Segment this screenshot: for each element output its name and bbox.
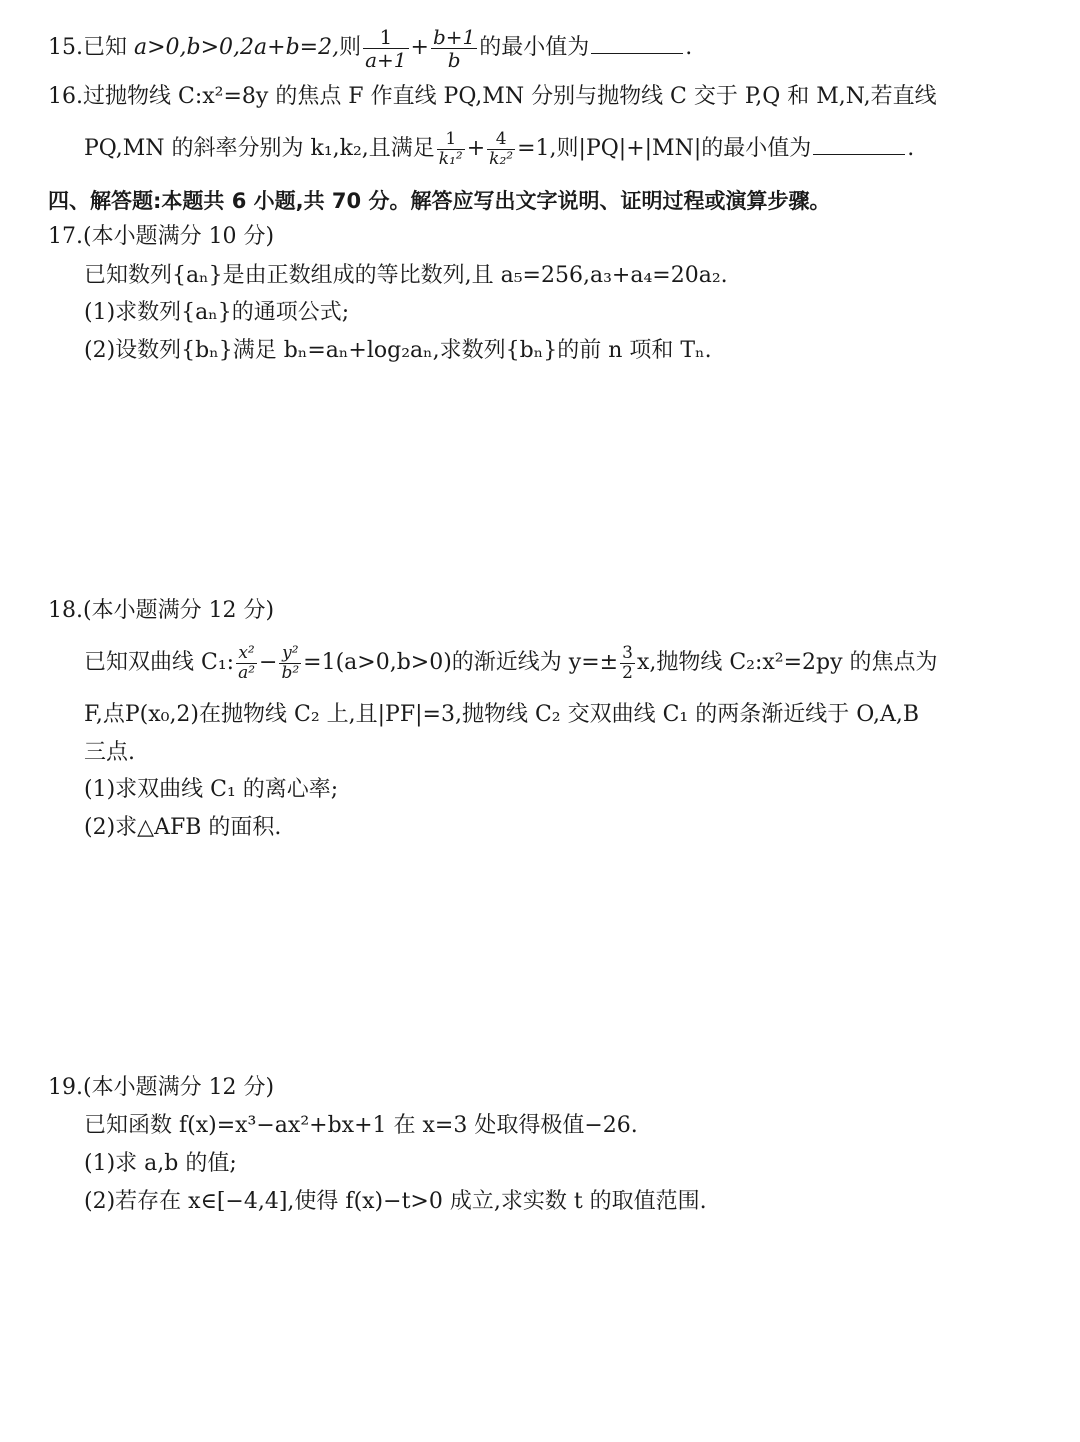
q15-fraction-2 [431, 24, 477, 72]
q16-answer-blank[interactable] [813, 132, 905, 155]
q18-fx-numerator: x² [236, 645, 257, 664]
section-4-heading: 四、解答题:本题共 6 小题,共 70 分。解答应写出文字说明、证明过程或演算步骤。 [48, 189, 831, 213]
q19-part-1: (1)求 a,b 的值; [84, 1151, 237, 1176]
q17-part-2: (2)设数列{bₙ}满足 bₙ=aₙ+log₂aₙ,求数列{bₙ}的前 n 项和 Tₙ. [84, 338, 712, 363]
question-16-line-1 [48, 82, 937, 112]
q18-stem-a: 已知双曲线 C₁: [84, 650, 235, 675]
q18-fy-numerator: y² [279, 645, 301, 664]
q18-part-2: (2)求△AFB 的面积. [84, 815, 282, 840]
q16-number: 16. [48, 84, 83, 109]
q16-line-1-text: 过抛物线 C:x²=8y 的焦点 F 作直线 PQ,MN 分别与抛物线 C 交于 P,Q 和 M,N,若直线 [83, 84, 937, 109]
q16-f1-denominator: k₁² [438, 148, 463, 169]
q17-stem: 已知数列{aₙ}是由正数组成的等比数列,且 a₅=256,a₃+a₄=20a₂. [84, 263, 728, 288]
q18-fx-denominator: a² [238, 662, 256, 683]
q16-f1-numerator: 1 [437, 131, 465, 150]
q16-fraction-1 [437, 128, 465, 169]
q17-part-1: (1)求数列{aₙ}的通项公式; [84, 300, 350, 325]
q18-header: 18.(本小题满分 12 分) [48, 598, 275, 623]
q17-header: 17.(本小题满分 10 分) [48, 224, 275, 249]
q16-f2-denominator: k₂² [489, 148, 514, 169]
question-16-line-2 [84, 124, 914, 174]
q18-stem-b: =1(a>0,b>0)的渐近线为 y=± [303, 650, 619, 675]
q15-text-c: 的最小值为 [479, 35, 590, 60]
q15-condition: a>0,b>0,2a+b=2, [134, 35, 340, 60]
q19-part-2: (2)若存在 x∈[−4,4],使得 f(x)−t>0 成立,求实数 t 的取值范围. [84, 1189, 707, 1214]
q18-minus: − [259, 650, 278, 675]
q15-f1-denominator: a+1 [365, 47, 407, 72]
q18-fy-denominator: b² [281, 662, 300, 683]
q18-stem-line-2: F,点P(x₀,2)在抛物线 C₂ 上,且|PF|=3,抛物线 C₂ 交双曲线 C₁ 的两条渐近线于 O,A,B [84, 702, 920, 727]
q18-fraction-3-2 [620, 642, 635, 683]
q15-f1-numerator: 1 [363, 27, 408, 49]
q18-stem-line-1 [84, 638, 938, 688]
q15-number: 15. [48, 35, 83, 60]
question-15 [48, 24, 692, 72]
q18-stem-line-3: 三点. [84, 740, 135, 765]
q15-f2-numerator: b+1 [432, 24, 476, 49]
q19-stem: 已知函数 f(x)=x³−ax²+bx+1 在 x=3 处取得极值−26. [84, 1113, 638, 1138]
q16-line-2-text-a: PQ,MN 的斜率分别为 k₁,k₂,且满足 [84, 136, 435, 161]
q18-f32-numerator: 3 [622, 642, 633, 663]
q15-text-a: 已知 [83, 35, 134, 60]
q16-fraction-2 [487, 128, 515, 169]
q15-plus: + [410, 35, 429, 60]
q18-fraction-y [279, 642, 301, 683]
q15-text-b: 则 [339, 35, 362, 60]
q15-f2-denominator: b [447, 47, 461, 72]
q18-fraction-x [236, 642, 257, 683]
q15-fraction-1 [363, 24, 408, 72]
q19-header: 19.(本小题满分 12 分) [48, 1075, 275, 1100]
q16-plus: + [466, 136, 486, 161]
q18-f32-denominator: 2 [622, 662, 633, 683]
q18-stem-c: x,抛物线 C₂:x²=2py 的焦点为 [636, 650, 938, 675]
q16-line-2-text-b: =1,则|PQ|+|MN|的最小值为 [517, 136, 812, 161]
q16-f2-numerator: 4 [487, 131, 515, 150]
q16-end: . [907, 136, 915, 161]
q15-end: . [685, 35, 693, 60]
q15-answer-blank[interactable] [591, 31, 683, 54]
q18-part-1: (1)求双曲线 C₁ 的离心率; [84, 777, 339, 802]
